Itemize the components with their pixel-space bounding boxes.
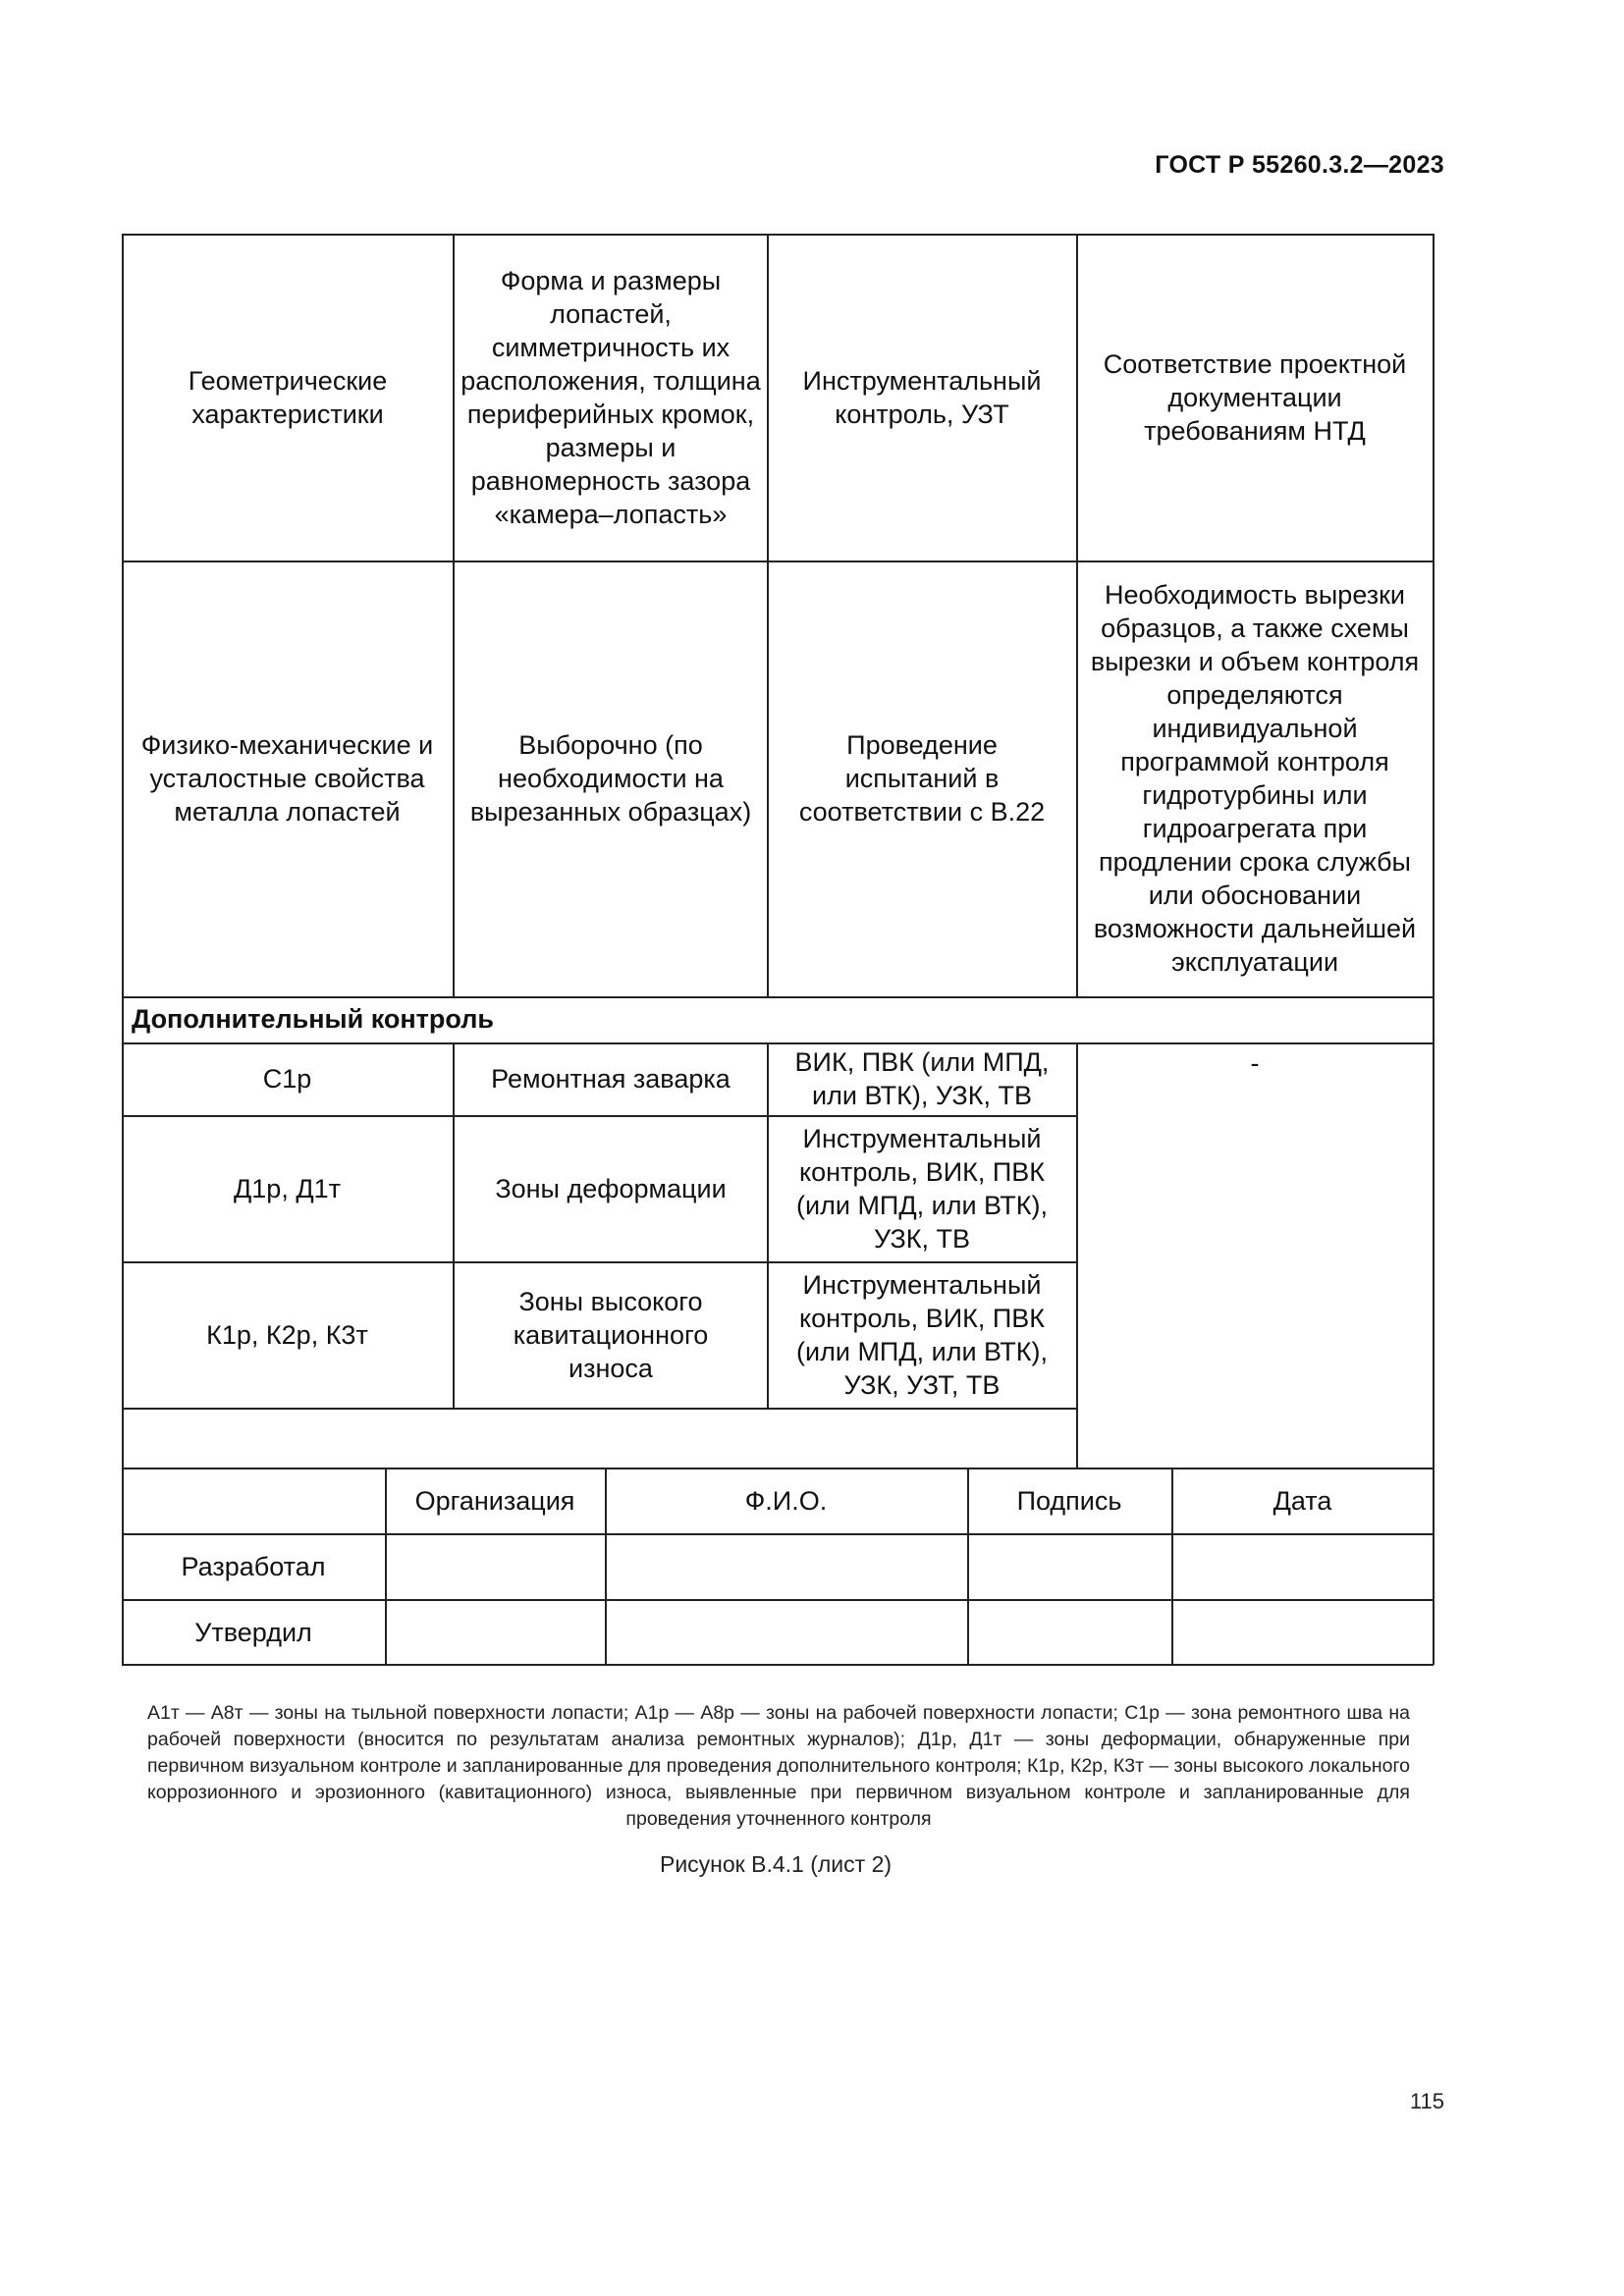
row2-method: Проведение испытаний в соответствии с В.22 — [798, 730, 1046, 827]
signoff-row-approved: Утвердил — [194, 1617, 312, 1647]
signoff-header-organization: Организация — [414, 1485, 575, 1516]
additional-zone-d1: Д1р, Д1т — [234, 1173, 341, 1203]
additional-method-k: Инструментальный контроль, ВИК, ПВК (или МПД, или ВТК), УЗК, УЗТ, ТВ — [796, 1269, 1048, 1400]
additional-desc-c1r: Ремонтная заварка — [491, 1064, 731, 1094]
additional-zone-k: К1р, К2р, К3т — [206, 1319, 368, 1350]
row2-characteristic: Физико-механические и усталостные свойства металла лопастей — [140, 730, 434, 827]
signoff-header-signature: Подпись — [1016, 1485, 1122, 1516]
additional-desc-k: Зоны высокого кавитационного износа — [513, 1286, 709, 1383]
additional-desc-d1: Зоны деформации — [495, 1173, 727, 1203]
page-number: 115 — [1409, 2089, 1444, 2113]
row1-characteristic: Геометрические характеристики — [188, 365, 388, 429]
row2-object: Выборочно (по необходимости на вырезанных образцах) — [469, 730, 752, 827]
document-code: ГОСТ Р 55260.3.2—2023 — [1155, 151, 1444, 179]
row1-method: Инструментальный контроль, УЗТ — [802, 365, 1042, 429]
signoff-header-name: Ф.И.О. — [744, 1485, 828, 1516]
control-table — [122, 234, 1434, 1665]
signoff-row-developed: Разработал — [181, 1551, 326, 1581]
figure-caption: Рисунок В.4.1 (лист 2) — [659, 1851, 893, 1877]
row1-criterion: Соответствие проектной документации требованиям НТД — [1103, 348, 1407, 446]
additional-note-dash: - — [1250, 1048, 1260, 1078]
legend-footnote: А1т — А8т — зоны на тыльной поверхности лопасти; А1р — А8р — зоны на рабочей поверхности лопасти; С1р — зона ремонтного шва на рабочей поверхности (вносится по результатам анализа ремонтных журналов); Д1р, Д1т — зоны деформации, обнаруженные при первичном визуальном контроле и запланированные для проведения дополнительного контроля; К1р, К2р, К3т — зоны высокого локального коррозионного и эрозионного (кавитационного) износа, выявленные при первичном визуальном контроле и запланированные для проведения уточненного контроля — [147, 1702, 1410, 1830]
row2-criterion: Необходимость вырезки образцов, а также схемы вырезки и объем контроля определяются индивидуальной программой контроля гидротурбины или гидроагрегата при продлении срока службы или обосновании возможности дальнейшей эксплуатации — [1090, 580, 1420, 977]
additional-method-d1: Инструментальный контроль, ВИК, ПВК (или МПД, или ВТК), УЗК, ТВ — [796, 1123, 1048, 1254]
signoff-header-date: Дата — [1272, 1485, 1332, 1516]
additional-control-title: Дополнительный контроль — [132, 1004, 494, 1034]
additional-method-c1r: ВИК, ПВК (или МПД, или ВТК), УЗК, ТВ — [794, 1047, 1050, 1110]
additional-zone-c1r: С1р — [262, 1064, 312, 1094]
row1-object: Форма и размеры лопастей, симметричность их расположения, толщина периферийных кромок, размеры и равномерность зазора «камера–лопасть» — [460, 265, 761, 529]
